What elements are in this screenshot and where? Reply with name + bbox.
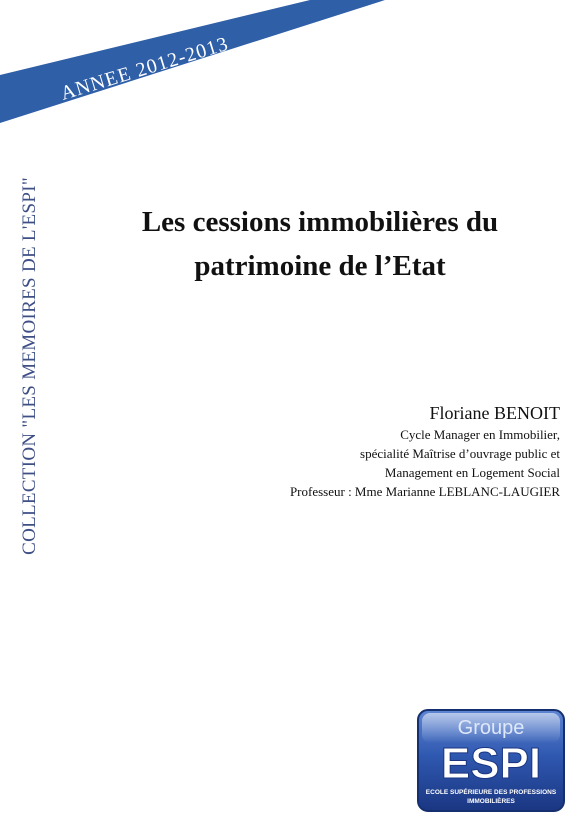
author-line-management: Management en Logement Social [384, 465, 560, 480]
groupe-espi-logo [416, 708, 566, 813]
author-name: Floriane BENOIT [429, 403, 560, 423]
year-banner-text: ANNEE 2012-2013 [58, 32, 232, 105]
author-line-specialty: spécialité Maîtrise d’ouvrage public et [360, 446, 560, 461]
title-line-1: Les cessions immobilières du [141, 206, 499, 238]
collection-text: COLLECTION "LES MEMOIRES DE L'ESPI" [19, 177, 40, 555]
logo-sub-line-2: IMMOBILIÈRES [467, 798, 515, 805]
author-line-program: Cycle Manager en Immobilier, [400, 427, 560, 442]
logo-sub-line-1: ECOLE SUPÉRIEURE DES PROFESSIONS [425, 789, 557, 796]
document-title [70, 200, 570, 288]
author-line-professor: Professeur : Mme Marianne LEBLANC-LAUGIER [289, 484, 560, 499]
logo-top-text: Groupe [457, 717, 525, 739]
author-block [140, 401, 560, 501]
logo-main-text: ESPI [440, 739, 542, 788]
title-line-2: patrimoine de l’Etat [194, 250, 446, 282]
